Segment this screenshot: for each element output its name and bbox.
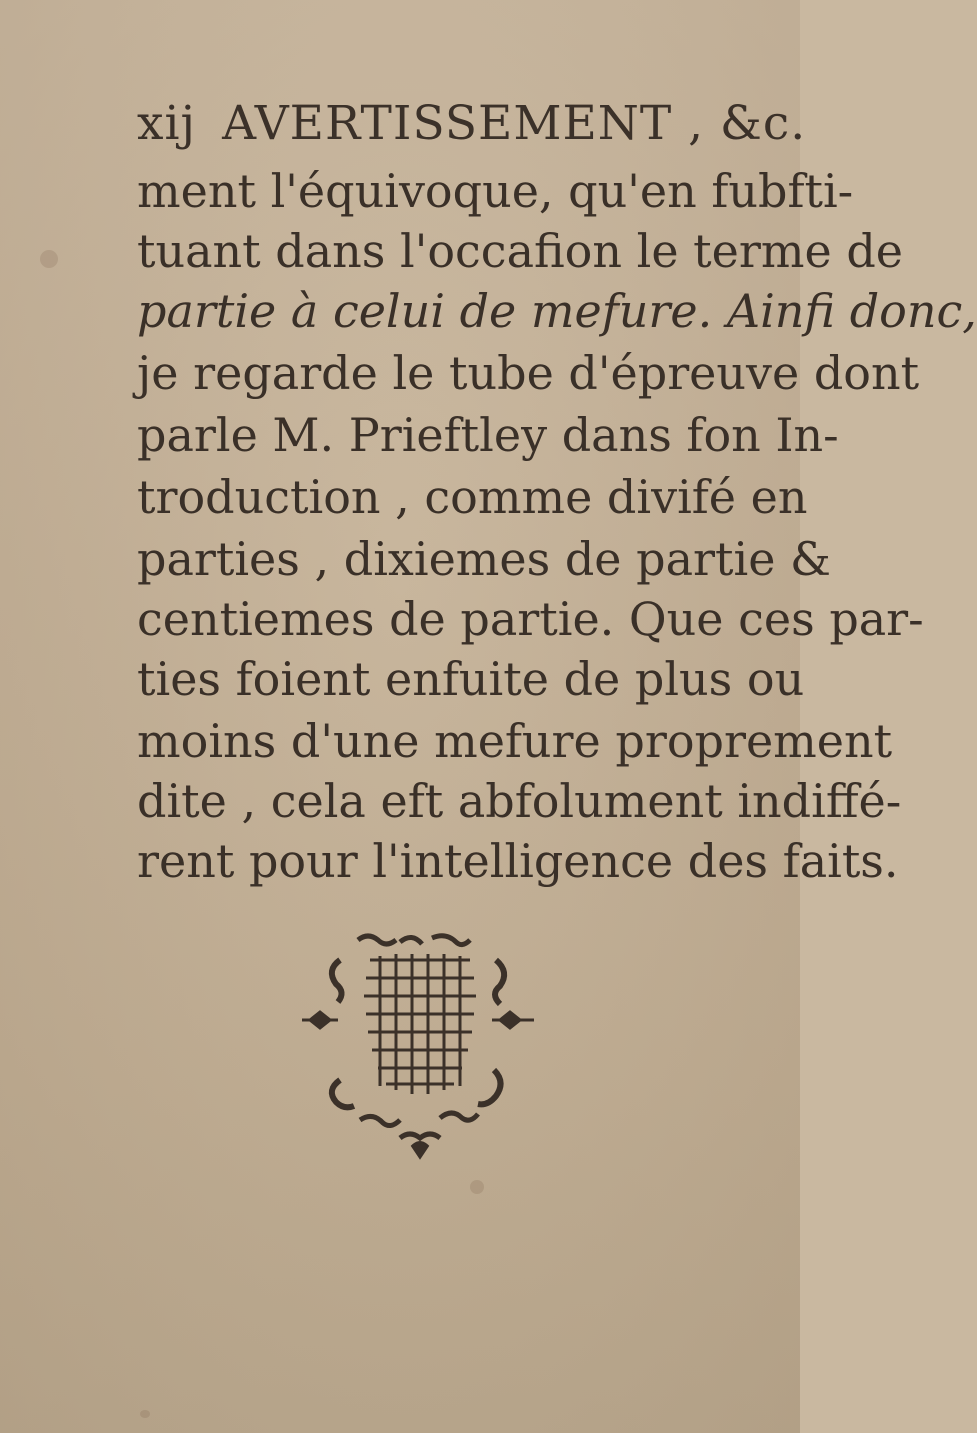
body-line-1: ment l'équivoque, qu'en fubfti- — [137, 164, 854, 218]
body-line-8: centiemes de partie. Que ces par- — [137, 592, 924, 646]
body-line-10: moins d'une mefure proprement — [137, 714, 893, 768]
body-line-4: je regarde le tube d'épreuve dont — [137, 346, 920, 400]
body-line-6: troduction , comme divifé en — [137, 470, 808, 524]
running-header — [137, 96, 806, 151]
body-line-5: parle M. Prieftley dans fon In- — [137, 408, 839, 462]
body-line-12: rent pour l'intelligence des faits. — [137, 834, 899, 888]
page-number: xij — [137, 96, 197, 151]
body-line-9: ties foient enfuite de plus ou — [137, 652, 805, 706]
body-line-3: partie à celui de mefure. Ainfi donc, — [137, 284, 977, 338]
body-line-2: tuant dans l'occafion le terme de — [137, 224, 904, 278]
body-line-7: parties , dixiemes de partie & — [137, 532, 831, 586]
running-title: AVERTISSEMENT , &c. — [222, 96, 807, 151]
printers-ornament-icon — [300, 930, 540, 1160]
body-line-11: dite , cela eft abfolument indiffé- — [137, 774, 902, 828]
